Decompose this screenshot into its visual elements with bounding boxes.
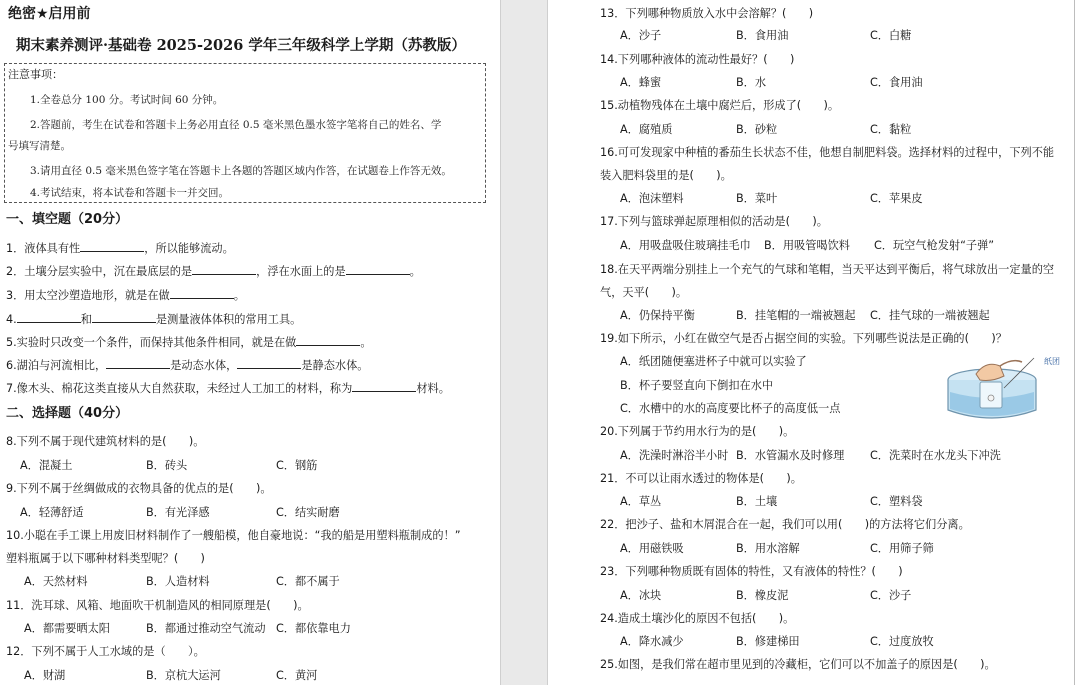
option-c[interactable]: C．水槽中的水的高度要比杯子的高度低一点 xyxy=(620,402,841,415)
question-1 xyxy=(6,240,234,257)
option-a[interactable]: A．混凝土 xyxy=(20,459,73,472)
option-c[interactable]: C．黏粒 xyxy=(870,123,912,136)
question-16-cont: 装入肥料袋里的是( )。 xyxy=(600,169,732,182)
question-18-cont: 气，天平( )。 xyxy=(600,286,688,299)
q3-text: 3．用太空沙塑造地形，就是在做 xyxy=(6,289,170,302)
answer-blank[interactable] xyxy=(352,380,416,392)
option-b[interactable]: B．杯子要竖直向下倒扣在水中 xyxy=(620,379,774,392)
option-b[interactable]: B．修建梯田 xyxy=(736,635,800,648)
question-9: 9.下列不属于丝绸做成的衣物具备的优点的是( )。 xyxy=(6,482,272,495)
option-c[interactable]: C．白糖 xyxy=(870,29,912,42)
option-a[interactable]: A．轻薄舒适 xyxy=(20,506,84,519)
q1-text-end: ，所以能够流动。 xyxy=(144,242,234,255)
option-c[interactable]: C．苹果皮 xyxy=(870,192,923,205)
note-item: 2.答题前，考生在试卷和答题卡上务必用直径 0.5 毫米黑色墨水签字笔将自己的姓名、学 xyxy=(30,119,442,131)
q2-text: 2．土壤分层实验中，沉在最底层的是 xyxy=(6,265,193,278)
question-16: 16.可可发现家中种植的番茄生长状态不佳，他想自制肥料袋。选择材料的过程中，下列不能 xyxy=(600,146,1055,159)
option-b[interactable]: B．土壤 xyxy=(736,495,778,508)
q5-text-end: 。 xyxy=(360,336,372,349)
question-8: 8.下列不属于现代建筑材料的是( )。 xyxy=(6,435,205,448)
option-a[interactable]: A．腐殖质 xyxy=(620,123,673,136)
question-11: 11．洗耳球、风箱、地面吹干机制造风的相同原理是( )。 xyxy=(6,599,309,612)
option-a[interactable]: A．财湖 xyxy=(24,669,66,682)
question-17: 17.下列与篮球弹起原理相似的活动是( )。 xyxy=(600,215,828,228)
option-c[interactable]: C．都依靠电力 xyxy=(276,622,351,635)
option-b[interactable]: B．水 xyxy=(736,76,767,89)
answer-blank[interactable] xyxy=(346,263,410,275)
option-a[interactable]: A．泡沫塑料 xyxy=(620,192,684,205)
note-item: 号填写清楚。 xyxy=(8,140,71,152)
answer-blank[interactable] xyxy=(237,357,301,369)
answer-blank[interactable] xyxy=(17,311,81,323)
option-c[interactable]: C．黄河 xyxy=(276,669,318,682)
option-b[interactable]: B．用吸管喝饮料 xyxy=(764,239,850,252)
option-b[interactable]: B．京杭大运河 xyxy=(146,669,221,682)
option-a[interactable]: A．天然材料 xyxy=(24,575,88,588)
option-b[interactable]: B．砖头 xyxy=(146,459,188,472)
option-b[interactable]: B．人造材料 xyxy=(146,575,210,588)
option-b[interactable]: B．有光泽感 xyxy=(146,506,210,519)
option-b[interactable]: B．食用油 xyxy=(736,29,789,42)
option-a[interactable]: A．洗澡时淋浴半小时 xyxy=(620,449,729,462)
q6-text: 6.湖泊与河流相比， xyxy=(6,359,107,372)
question-20: 20.下列属于节约用水行为的是( )。 xyxy=(600,425,795,438)
section-fill-blank-title: 一、填空题（20分） xyxy=(6,212,129,227)
q6-text-mid: 是动态水体， xyxy=(170,359,238,372)
option-c[interactable]: C．结实耐磨 xyxy=(276,506,340,519)
option-a[interactable]: A．都需要晒太阳 xyxy=(24,622,110,635)
option-b[interactable]: B．菜叶 xyxy=(736,192,778,205)
option-a[interactable]: A．降水减少 xyxy=(620,635,684,648)
option-c[interactable]: C．用筛子筛 xyxy=(870,542,934,555)
answer-blank[interactable] xyxy=(192,263,256,275)
q7-text-end: 材料。 xyxy=(416,382,450,395)
experiment-illustration xyxy=(942,352,1058,426)
option-b[interactable]: B．都通过推动空气流动 xyxy=(146,622,266,635)
question-10: 10.小聪在手工课上用废旧材料制作了一艘船模，他自豪地说：“我的船是用塑料瓶制成的！” xyxy=(6,529,461,542)
q6-text-end: 是静态水体。 xyxy=(301,359,369,372)
q4-text-end: 是测量液体体积的常用工具。 xyxy=(155,313,302,326)
option-c[interactable]: C．挂气球的一端被翘起 xyxy=(870,309,990,322)
q1-text: 1．液体具有性 xyxy=(6,242,81,255)
q7-text: 7.像木头、棉花这类直接从大自然获取，未经过人工加工的材料，称为 xyxy=(6,382,353,395)
question-10-cont: 塑料瓶属于以下哪种材料类型呢？( ) xyxy=(6,552,205,565)
q2-text-end: 。 xyxy=(409,265,421,278)
answer-blank[interactable] xyxy=(170,287,234,299)
exam-title: 期末素养测评·基础卷 2025-2026 学年三年级科学上学期（苏教版） xyxy=(16,37,466,54)
question-4 xyxy=(6,311,301,328)
option-a[interactable]: A．草丛 xyxy=(620,495,662,508)
option-a[interactable]: A．用吸盘吸住玻璃挂毛巾 xyxy=(620,239,751,252)
answer-blank[interactable] xyxy=(80,240,144,252)
question-12: 12．下列不属于人工水域的是（ ）。 xyxy=(6,645,205,658)
question-7 xyxy=(6,380,450,397)
option-c[interactable]: C．过度放牧 xyxy=(870,635,934,648)
question-25: 25.如图，是我们常在超市里见到的冷藏柜，它们可以不加盖子的原因是( )。 xyxy=(600,658,996,671)
page-edge-divider xyxy=(1074,0,1075,685)
option-c[interactable]: C．都不属于 xyxy=(276,575,340,588)
option-b[interactable]: B．挂笔帽的一端被翘起 xyxy=(736,309,856,322)
answer-blank[interactable] xyxy=(106,357,170,369)
page-gap xyxy=(500,0,548,685)
question-23: 23．下列哪种物质既有固体的特性，又有液体的特性？( ) xyxy=(600,565,903,578)
water-tank-cup-illustration xyxy=(942,352,1058,426)
note-item: 3.请用直径 0.5 毫米黑色签字笔在答题卡上各题的答题区域内作答，在试题卷上作答无效。 xyxy=(30,165,452,177)
section-choice-title: 二、选择题（40分） xyxy=(6,406,129,421)
note-item: 4.考试结束，将本试卷和答题卡一并交回。 xyxy=(30,187,230,199)
question-3 xyxy=(6,287,245,304)
question-15: 15.动植物残体在土壤中腐烂后，形成了( )。 xyxy=(600,99,840,112)
option-b[interactable]: B．用水溶解 xyxy=(736,542,800,555)
question-6 xyxy=(6,357,368,374)
question-18: 18.在天平两端分别挂上一个充气的气球和笔帽，当天平达到平衡后，将气球放出一定量的空 xyxy=(600,263,1055,276)
exam-page-right xyxy=(548,0,1080,685)
answer-blank[interactable] xyxy=(296,334,360,346)
option-c[interactable]: C．玩空气枪发射“子弹” xyxy=(874,239,995,252)
question-13: 13．下列哪种物质放入水中会溶解？( ) xyxy=(600,7,814,20)
question-14: 14.下列哪种液体的流动性最好？( ) xyxy=(600,53,795,66)
option-c[interactable]: C．塑料袋 xyxy=(870,495,923,508)
answer-blank[interactable] xyxy=(92,311,156,323)
option-a[interactable]: A．仍保持平衡 xyxy=(620,309,695,322)
q4-text: 4. xyxy=(6,313,17,326)
option-b[interactable]: B．砂粒 xyxy=(736,123,778,136)
question-24: 24.造成土壤沙化的原因不包括( )。 xyxy=(600,612,795,625)
option-a[interactable]: A．用磁铁吸 xyxy=(620,542,684,555)
notes-box xyxy=(4,63,486,203)
q2-text-mid: ，浮在水面上的是 xyxy=(256,265,346,278)
option-a[interactable]: A．蜂蜜 xyxy=(620,76,662,89)
question-2 xyxy=(6,263,421,280)
exam-page-left xyxy=(0,0,500,685)
question-22: 22．把沙子、盐和木屑混合在一起，我们可以用( )的方法将它们分离。 xyxy=(600,518,970,531)
notes-title: 注意事项： xyxy=(8,68,63,81)
option-b[interactable]: B．水管漏水及时修理 xyxy=(736,449,845,462)
question-5 xyxy=(6,334,372,351)
confidential-label: 绝密★启用前 xyxy=(8,6,91,22)
note-item: 1.全卷总分 100 分。考试时间 60 分钟。 xyxy=(30,94,224,106)
option-c[interactable]: C．钢筋 xyxy=(276,459,318,472)
option-c[interactable]: C．沙子 xyxy=(870,589,912,602)
question-21: 21．不可以让雨水透过的物体是( )。 xyxy=(600,472,802,485)
option-a[interactable]: A．冰块 xyxy=(620,589,662,602)
option-a[interactable]: A．沙子 xyxy=(620,29,662,42)
paper-ball-label: 纸团 xyxy=(1044,357,1060,366)
question-19: 19.如下所示，小红在做空气是否占据空间的实验。下列哪些说法是正确的( )？ xyxy=(600,332,1007,345)
option-c[interactable]: C．食用油 xyxy=(870,76,923,89)
q4-text-mid: 和 xyxy=(80,313,92,326)
q3-text-end: 。 xyxy=(233,289,245,302)
option-b[interactable]: B．橡皮泥 xyxy=(736,589,789,602)
option-c[interactable]: C．洗菜时在水龙头下冲洗 xyxy=(870,449,1001,462)
option-a[interactable]: A．纸团随便塞进杯子中就可以实验了 xyxy=(620,355,807,368)
q5-text: 5.实验时只改变一个条件，而保持其他条件相同，就是在做 xyxy=(6,336,297,349)
